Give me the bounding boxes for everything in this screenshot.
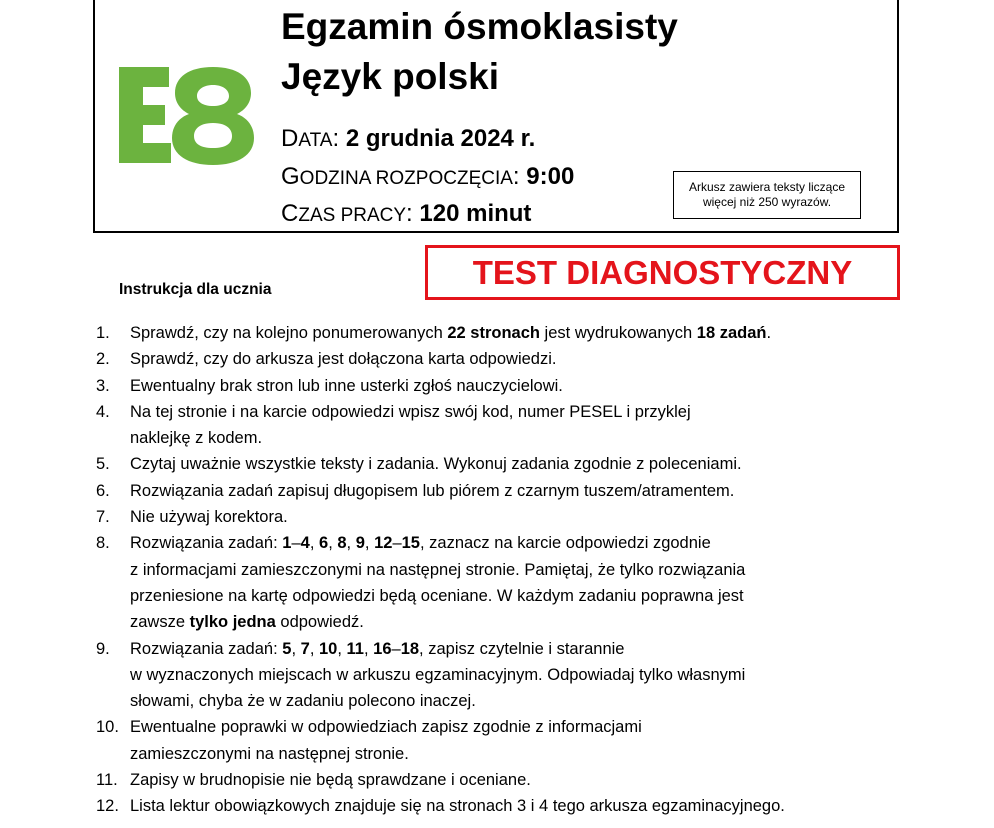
duration-value: 120 minut xyxy=(419,200,532,227)
instruction-text: Sprawdź, czy do arkusza jest dołączona karta odpowiedzi. xyxy=(130,350,557,369)
start-label-initial: G xyxy=(281,163,300,190)
note-line-1: Arkusz zawiera teksty liczące xyxy=(688,180,846,194)
duration-label-initial: C xyxy=(281,200,299,227)
e8-logo xyxy=(117,65,257,167)
instruction-item xyxy=(96,530,886,635)
instruction-text: Czytaj uważnie wszystkie teksty i zadania. Wykonuj zadania zgodnie z poleceniami. xyxy=(130,455,742,474)
instruction-item xyxy=(96,636,886,715)
date-label-rest: ATA xyxy=(298,130,333,151)
instruction-number: 7. xyxy=(96,508,110,527)
instruction-item xyxy=(96,346,886,372)
instructions-heading: Instrukcja dla ucznia xyxy=(119,281,272,298)
instruction-number: 12. xyxy=(96,797,119,816)
instruction-text: Rozwiązania zadań: 5, 7, 10, 11, 16–18, zapisz czytelnie i starannie w wyznaczonych miejscach w arkuszu egzaminacyjnym. Odpowiadaj tylko własnymi słowami, chyba że w zadaniu polecono inaczej. xyxy=(130,639,746,711)
instruction-number: 8. xyxy=(96,534,110,553)
note-line-2: więcej niż 250 wyrazów. xyxy=(702,195,832,209)
instruction-number: 5. xyxy=(96,455,110,474)
exam-duration xyxy=(281,202,531,226)
instruction-number: 2. xyxy=(96,350,110,369)
instruction-item xyxy=(96,373,886,399)
instruction-number: 3. xyxy=(96,376,110,395)
instruction-number: 9. xyxy=(96,639,110,658)
duration-label-sep: : xyxy=(406,200,420,227)
instruction-text: Nie używaj korektora. xyxy=(130,508,288,527)
duration-label-rest: ZAS PRACY xyxy=(298,205,407,226)
instructions-list xyxy=(96,320,886,820)
instruction-text: Rozwiązania zadań: 1–4, 6, 8, 9, 12–15, zaznacz na karcie odpowiedzi zgodnie z informacjami zamieszczonymi na następnej stronie. Pamiętaj, że tylko rozwiązania przeniesione na kartę odpowiedzi będą oceniane. W każdym zadaniu poprawna jest zawsze tylko jedna odpowiedź. xyxy=(130,534,746,632)
instruction-item xyxy=(96,714,886,767)
date-label-sep: : xyxy=(332,125,346,152)
exam-header xyxy=(93,0,899,233)
instruction-text: Lista lektur obowiązkowych znajduje się na stronach 3 i 4 tego arkusza egzaminacyjnego. xyxy=(130,797,785,816)
instruction-text: Zapisy w brudnopisie nie będą sprawdzane i oceniane. xyxy=(130,771,531,790)
instruction-number: 10. xyxy=(96,718,119,737)
exam-title: Egzamin ósmoklasisty xyxy=(281,6,678,47)
diagnostic-test-stamp: TEST DIAGNOSTYCZNY xyxy=(425,245,900,300)
date-value: 2 grudnia 2024 r. xyxy=(345,125,536,152)
instruction-item xyxy=(96,451,886,477)
instruction-number: 11. xyxy=(96,771,118,790)
instruction-item xyxy=(96,767,886,793)
exam-start-time xyxy=(281,165,574,189)
exam-date xyxy=(281,127,535,151)
instruction-item xyxy=(96,399,886,452)
instruction-item xyxy=(96,320,886,346)
exam-subject: Język polski xyxy=(281,56,500,97)
instruction-number: 4. xyxy=(96,402,110,421)
instruction-item xyxy=(96,478,886,504)
instruction-item xyxy=(96,504,886,530)
instruction-item xyxy=(96,793,886,819)
instruction-text: Na tej stronie i na karcie odpowiedzi wpisz swój kod, numer PESEL i przyklej naklejkę z kodem. xyxy=(130,402,691,448)
e8-logo-mark xyxy=(119,67,254,165)
start-label-sep: : xyxy=(512,163,527,190)
instruction-text: Ewentualne poprawki w odpowiedziach zapisz zgodnie z informacjami zamieszczonymi na następnej stronie. xyxy=(130,718,642,763)
start-label-rest: ODZINA ROZPOCZĘCIA xyxy=(299,168,513,189)
instruction-number: 6. xyxy=(96,481,110,500)
instruction-text: Ewentualny brak stron lub inne usterki zgłoś nauczycielowi. xyxy=(130,376,563,395)
word-count-note xyxy=(673,171,861,219)
instruction-number: 1. xyxy=(96,324,110,342)
instruction-text: Rozwiązania zadań zapisuj długopisem lub piórem z czarnym tuszem/atramentem. xyxy=(130,481,735,500)
start-value: 9:00 xyxy=(526,163,575,190)
instruction-text: Sprawdź, czy na kolejno ponumerowanych 22 stronach jest wydrukowanych 18 zadań. xyxy=(130,324,772,342)
date-label-initial: D xyxy=(281,125,299,152)
